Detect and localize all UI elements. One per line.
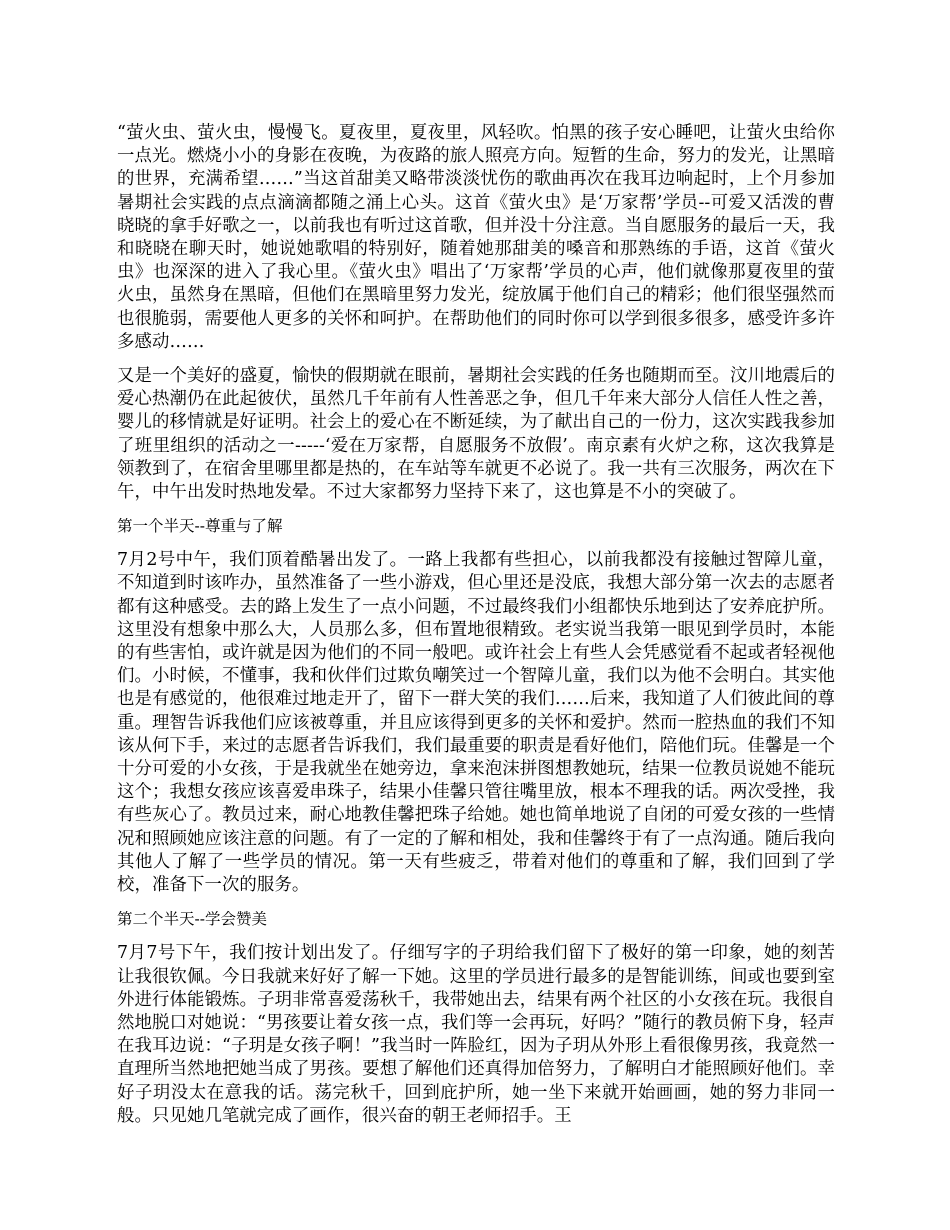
section-heading-first-half-day: 第一个半天--尊重与了解 — [117, 517, 283, 536]
first-half-day-paragraph: 7月2号中午，我们顶着酷暑出发了。一路上我都有些担心，以前我都没有接触过智障儿童，不知道到时该咋办，虽然准备了一些小游戏，但心里还是没底，我想大部分第一次去的志愿者都有这种感受。去的路上发生了一点小问题，不过最终我们小组都快乐地到达了安养庇护所。这里没有想象中那么大，人员那么多，但布置地很精致。老实说当我第一眼见到学员时，本能的有些害怕，或许就是因为他们的不同一般吧。或许社会上有些人会凭感觉看不起或者轻视他们。小时候，不懂事，我和伙伴们过欺负嘲笑过一个智障儿童，我们以为他不会明白。其实他也是有感觉的，他很难过地走开了，留下一群大笑的我们……后来，我知道了人们彼此间的尊重。理智告诉我他们应该被尊重，并且应该得到更多的关怀和爱护。然而一腔热血的我们不知该从何下手，来过的志愿者告诉我们，我们最重要的职责是看好他们，陪他们玩。佳馨是一个十分可爱的小女孩，于是我就坐在她旁边，拿来泡沫拼图想教她玩，结果一位教员说她不能玩这个；我想女孩应该喜爱串珠子，结果小佳馨只管往嘴里放，根本不理我的话。两次受挫，我有些灰心了。教员过来，耐心地教佳馨把珠子给她。她也简单地说了自闭的可爱女孩的一些情况和照顾她应该注意的问题。有了一定的了解和相处，我和佳馨终于有了一点沟通。随后我向其他人了解了一些学员的情况。第一天有些疲乏，带着对他们的尊重和了解，我们回到了学校，准备下一次的服务。 — [117, 550, 835, 896]
section-heading-second-half-day: 第二个半天--学会赞美 — [117, 910, 267, 929]
summer-practice-paragraph: 又是一个美好的盛夏，愉快的假期就在眼前，暑期社会实践的任务也随期而至。汶川地震后的爱心热潮仍在此起彼伏，虽然几千年前有人性善恶之争，但几千年来大部分人信任人性之善，婴儿的移情就是好证明。社会上的爱心在不断延续，为了献出自己的一份力，这次实践我参加了班里组织的活动之一-----‘爱在万家帮，自愿服务不放假’。南京素有火炉之称，这次我算是领教到了，在宿舍里哪里都是热的，在车站等车就更不必说了。我一共有三次服务，两次在下午，中午出发时热地发晕。不过大家都努力坚持下来了，这也算是不小的突破了。 — [117, 366, 835, 503]
intro-paragraph: “萤火虫、萤火虫，慢慢飞。夏夜里，夏夜里，风轻吹。怕黑的孩子安心睡吧，让萤火虫给你一点光。燃烧小小的身影在夜晚，为夜路的旅人照亮方向。短暂的生命，努力的发光，让黑暗的世界，充满希望……”当这首甜美又略带淡淡忧伤的歌曲再次在我耳边响起时，上个月参加暑期社会实践的点点滴滴都随之涌上心头。这首《萤火虫》是‘万家帮’学员--可爱又活泼的曹晓晓的拿手好歌之一，以前我也有听过这首歌，但并没十分注意。当自愿服务的最后一天，我和晓晓在聊天时，她说她歌唱的特别好，随着她那甜美的嗓音和那熟练的手语，这首《萤火虫》也深深的进入了我心里。《萤火虫》唱出了‘万家帮’学员的心声，他们就像那夏夜里的萤火虫，虽然身在黑暗，但他们在黑暗里努力发光，绽放属于他们自己的精彩；他们很坚强然而也很脆弱，需要他人更多的关怀和呵护。在帮助他们的同时你可以学到很多很多，感受许多许多感动…… — [117, 123, 835, 352]
document-body — [117, 122, 835, 1128]
second-half-day-paragraph: 7月7号下午，我们按计划出发了。仔细写字的子玥给我们留下了极好的第一印象，她的刻苦让我很钦佩。今日我就来好好了解一下她。这里的学员进行最多的是智能训练，间或也要到室外进行体能锻炼。子玥非常喜爱荡秋千，我带她出去，结果有两个社区的小女孩在玩。我很自然地脱口对她说：“男孩要让着女孩一点，我们等一会再玩，好吗？”随行的教员俯下身，轻声在我耳边说：“子玥是女孩子啊！”我当时一阵脸红，因为子玥从外形上看很像男孩，我竟然一直理所当然地把她当成了男孩。要想了解他们还真得加倍努力，了解明白才能照顾好他们。幸好子玥没太在意我的话。荡完秋千，回到庇护所，她一坐下来就开始画画，她的努力非同一般。只见她几笔就完成了画作，很兴奋的朝王老师招手。王 — [117, 943, 835, 1126]
